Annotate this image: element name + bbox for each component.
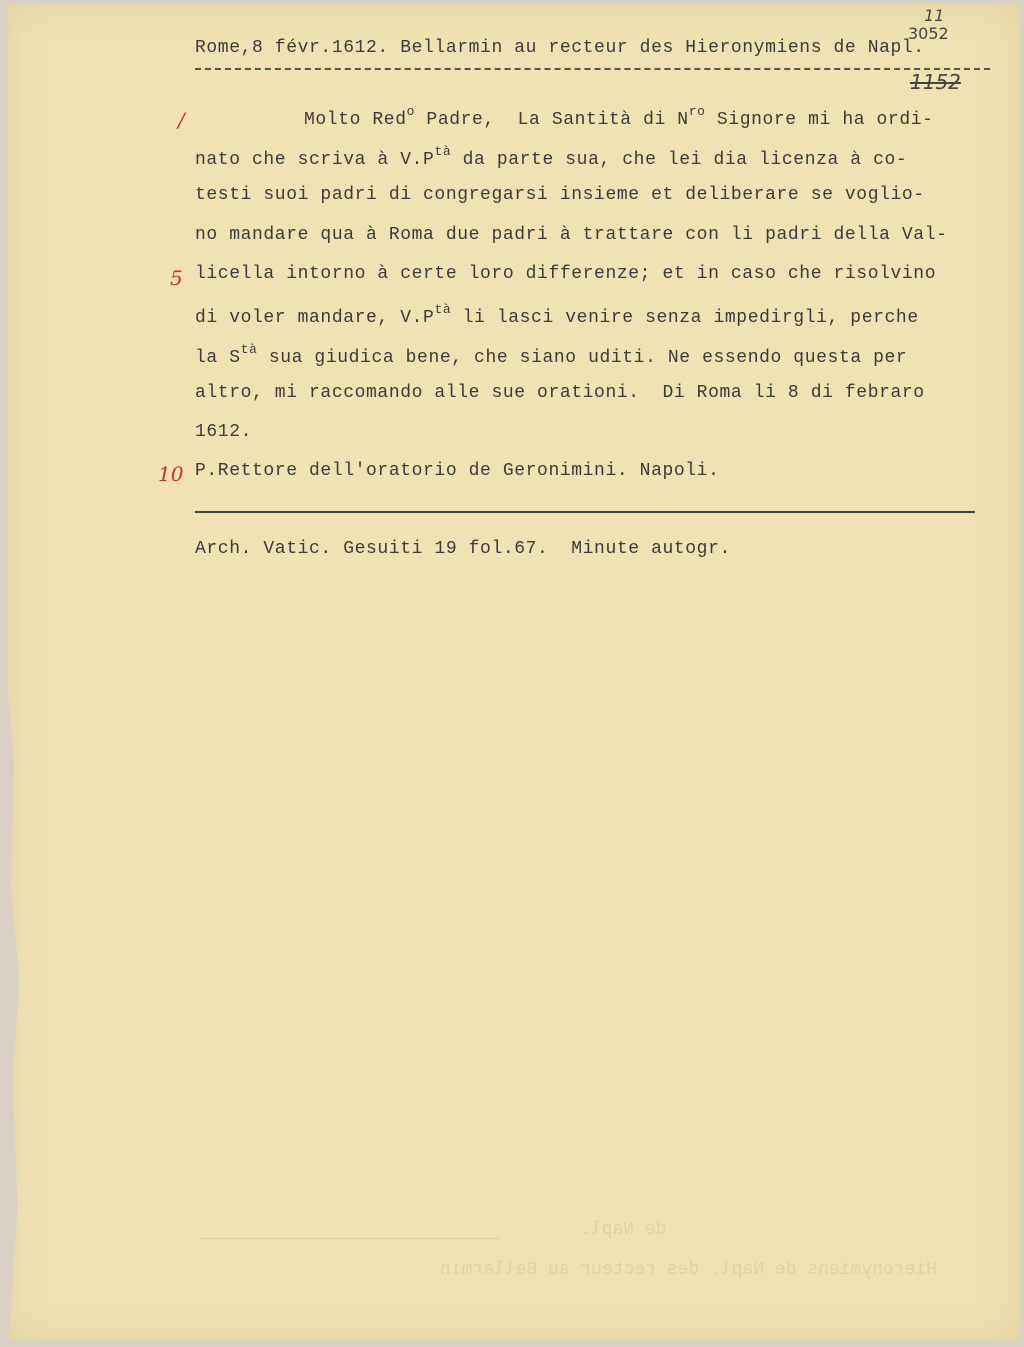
bleed-through-rule (200, 1238, 500, 1239)
document-header: Rome,8 févr.1612. Bellarmin au recteur des Hieronymiens de Napl. (195, 38, 925, 58)
letter-line-7: la $S^{tà}$ sua giudica bene, che siano uditi. Ne essendo questa per (195, 342, 908, 368)
folio-number: 11 (924, 6, 945, 25)
letter-line-3: testi suoi padri di congregarsi insieme et deliberare se voglio- (195, 185, 925, 205)
header-divider (195, 68, 990, 70)
torn-edge (8, 694, 24, 1334)
margin-number-1: / (178, 108, 185, 132)
letter-address: P.Rettore dell'oratorio de Geronimini. Napoli. (195, 461, 720, 481)
letter-line-9: 1612. (195, 422, 253, 442)
letter-line-5: licella intorno à certe loro differenze; et in caso che risolvino (195, 264, 937, 284)
bleed-through-line-2: Hieronymiens de Napl. des recteur au Bellarmin (440, 1260, 937, 1280)
folio-old-number: 3052 (908, 24, 949, 43)
margin-number-5: 5 (170, 266, 183, 290)
bleed-through-line-1: de Napl. (580, 1220, 667, 1240)
letter-line-8: altro, mi raccomando alle sue orationi. Di Roma li 8 di febraro (195, 383, 925, 403)
footer-divider (195, 511, 975, 513)
archive-number: 1152 (910, 70, 961, 94)
letter-line-6: di voler mandare, $V.P^{tà}$ li lasci venire senza impedirgli, perche (195, 302, 919, 328)
letter-line-2: nato che scriva à $V.P^{tà}$ da parte sua, che lei dia licenza à co- (195, 144, 908, 170)
margin-number-10: 10 (158, 462, 184, 486)
source-citation: Arch. Vatic. Gesuiti 19 fol.67. Minute autogr. (195, 539, 731, 559)
letter-line-4: no mandare qua à Roma due padri à trattare con li padri della Val- (195, 225, 948, 245)
letter-line-1: Molto Red$^o$ Padre, La Santità di $N^{ro}$ Signore mi ha ordi- (304, 104, 934, 130)
